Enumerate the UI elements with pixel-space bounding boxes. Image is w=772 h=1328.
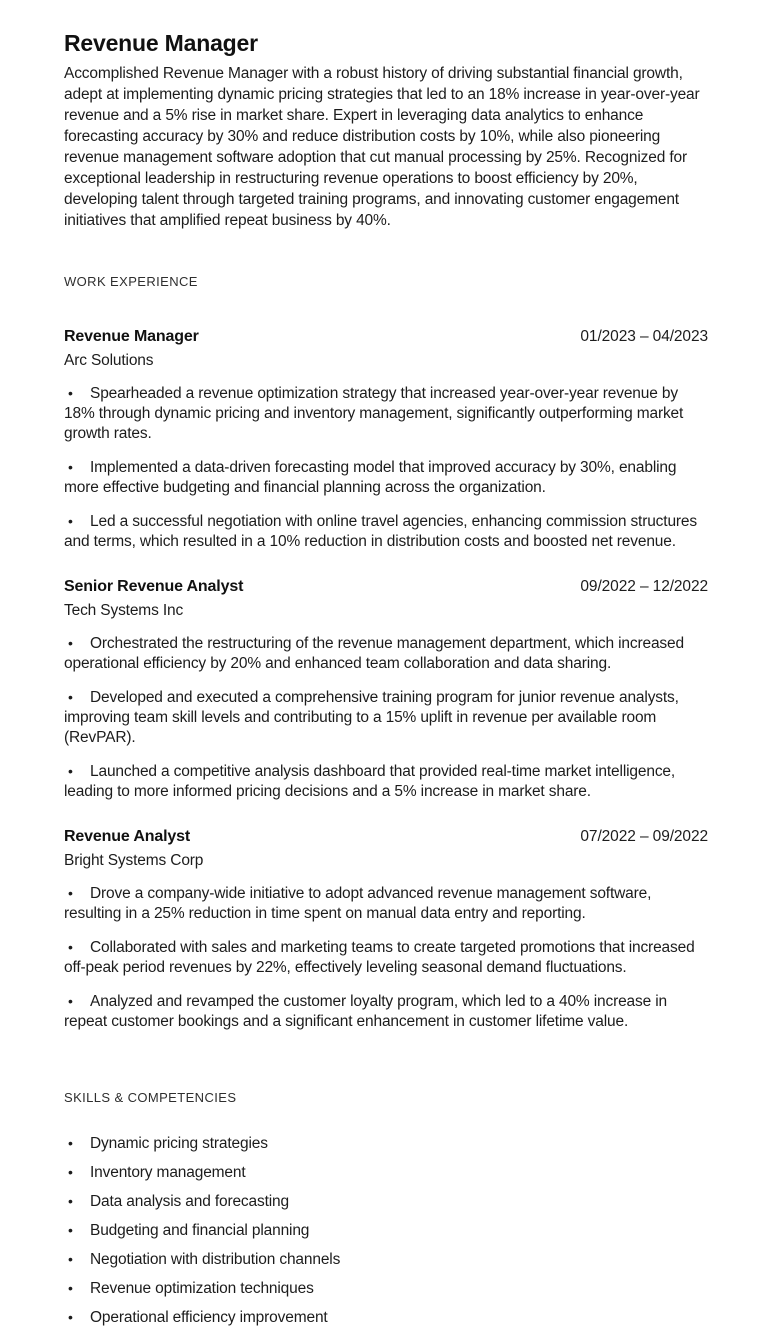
bullet-dot-icon: • xyxy=(68,385,73,401)
job-header-row xyxy=(64,827,708,846)
job-header-row xyxy=(64,327,708,346)
skill-text: Inventory management xyxy=(90,1164,246,1181)
job-company: Tech Systems Inc xyxy=(64,602,184,619)
job-bullet-text: Led a successful negotiation with online travel agencies, enhancing commission structures and terms, which resulted in a 10% reduction in distribution costs and boosted net revenue. xyxy=(64,513,697,550)
skill-item xyxy=(64,1249,708,1270)
job-bullet-text: Spearheaded a revenue optimization strategy that increased year-over-year revenue by 18% through dynamic pricing and inventory management, significantly outperforming market growth rates. xyxy=(64,385,684,442)
job-company: Arc Solutions xyxy=(64,352,154,369)
job-dates: 07/2022 – 09/2022 xyxy=(580,828,708,845)
job-bullet-text: Implemented a data-driven forecasting model that improved accuracy by 30%, enabling more effective budgeting and financial planning across the organization. xyxy=(64,459,677,496)
skill-text: Budgeting and financial planning xyxy=(90,1222,310,1239)
bullet-dot-icon: • xyxy=(68,1193,73,1209)
skill-text: Revenue optimization techniques xyxy=(90,1280,314,1297)
bullet-dot-icon: • xyxy=(68,689,73,705)
skill-text: Data analysis and forecasting xyxy=(90,1193,289,1210)
section-heading-work-experience: WORK EXPERIENCE xyxy=(64,274,198,289)
resume-title: Revenue Manager xyxy=(64,30,258,56)
skill-text: Negotiation with distribution channels xyxy=(90,1251,341,1268)
job-bullet xyxy=(64,991,708,1032)
skill-item xyxy=(64,1278,708,1299)
job-entry xyxy=(64,577,708,802)
bullet-dot-icon: • xyxy=(68,1309,73,1325)
bullet-dot-icon: • xyxy=(68,1251,73,1267)
job-bullet-text: Analyzed and revamped the customer loyalty program, which led to a 40% increase in repeat customer bookings and a significant enhancement in customer lifetime value. xyxy=(64,993,668,1030)
job-title: Revenue Analyst xyxy=(64,828,191,845)
job-bullet-text: Developed and executed a comprehensive training program for junior revenue analysts, improving team skill levels and contributing to a 15% uplift in revenue per available room (RevPAR). xyxy=(64,689,679,746)
skill-text: Dynamic pricing strategies xyxy=(90,1135,268,1152)
bullet-dot-icon: • xyxy=(68,635,73,651)
skills-list xyxy=(64,1133,708,1328)
bullet-dot-icon: • xyxy=(68,1164,73,1180)
bullet-dot-icon: • xyxy=(68,993,73,1009)
job-bullet xyxy=(64,633,708,674)
job-dates: 09/2022 – 12/2022 xyxy=(580,578,708,595)
bullet-dot-icon: • xyxy=(68,1135,73,1151)
job-bullet xyxy=(64,687,708,748)
job-entry xyxy=(64,327,708,552)
skill-item xyxy=(64,1191,708,1212)
job-bullet xyxy=(64,457,708,498)
job-bullet-text: Drove a company-wide initiative to adopt advanced revenue management software, resulting in a 25% reduction in time spent on manual data entry and reporting. xyxy=(64,885,652,922)
bullet-dot-icon: • xyxy=(68,763,73,779)
bullet-dot-icon: • xyxy=(68,1280,73,1296)
resume-summary: Accomplished Revenue Manager with a robust history of driving substantial financial growth, adept at implementing dynamic pricing strategies that led to an 18% increase in year-over-year revenue and a 5% rise in market share. Expert in leveraging data analytics to enhance forecasting accuracy by 30% and reduce distribution costs by 10%, while also pioneering revenue management software adoption that cut manual processing by 25%. Recognized for exceptional leadership in restructuring revenue operations to boost efficiency by 20%, developing talent through targeted training programs, and innovating customer engagement initiatives that amplified repeat business by 40%. xyxy=(64,65,700,229)
job-bullet xyxy=(64,883,708,924)
section-heading-skills: SKILLS & COMPETENCIES xyxy=(64,1090,237,1105)
skill-item xyxy=(64,1307,708,1328)
job-bullet xyxy=(64,511,708,552)
job-entry xyxy=(64,827,708,1032)
skill-item xyxy=(64,1133,708,1154)
bullet-dot-icon: • xyxy=(68,1222,73,1238)
bullet-dot-icon: • xyxy=(68,513,73,529)
bullet-dot-icon: • xyxy=(68,939,73,955)
bullet-dot-icon: • xyxy=(68,459,73,475)
job-header-row xyxy=(64,577,708,596)
job-bullet-text: Launched a competitive analysis dashboard that provided real-time market intelligence, leading to more informed pricing decisions and a 5% increase in market share. xyxy=(64,763,676,800)
job-dates: 01/2023 – 04/2023 xyxy=(580,328,708,345)
job-title: Revenue Manager xyxy=(64,328,199,345)
skill-item xyxy=(64,1220,708,1241)
job-company: Bright Systems Corp xyxy=(64,852,204,869)
skill-text: Operational efficiency improvement xyxy=(90,1309,328,1326)
job-bullet xyxy=(64,937,708,978)
job-bullet-text: Orchestrated the restructuring of the revenue management department, which increased operational efficiency by 20% and enhanced team collaboration and data sharing. xyxy=(64,635,684,672)
job-bullet-text: Collaborated with sales and marketing teams to create targeted promotions that increased off-peak period revenues by 22%, effectively leveling seasonal demand fluctuations. xyxy=(64,939,695,976)
skill-item xyxy=(64,1162,708,1183)
job-bullet xyxy=(64,761,708,802)
job-title: Senior Revenue Analyst xyxy=(64,578,244,595)
bullet-dot-icon: • xyxy=(68,885,73,901)
job-bullet xyxy=(64,383,708,444)
